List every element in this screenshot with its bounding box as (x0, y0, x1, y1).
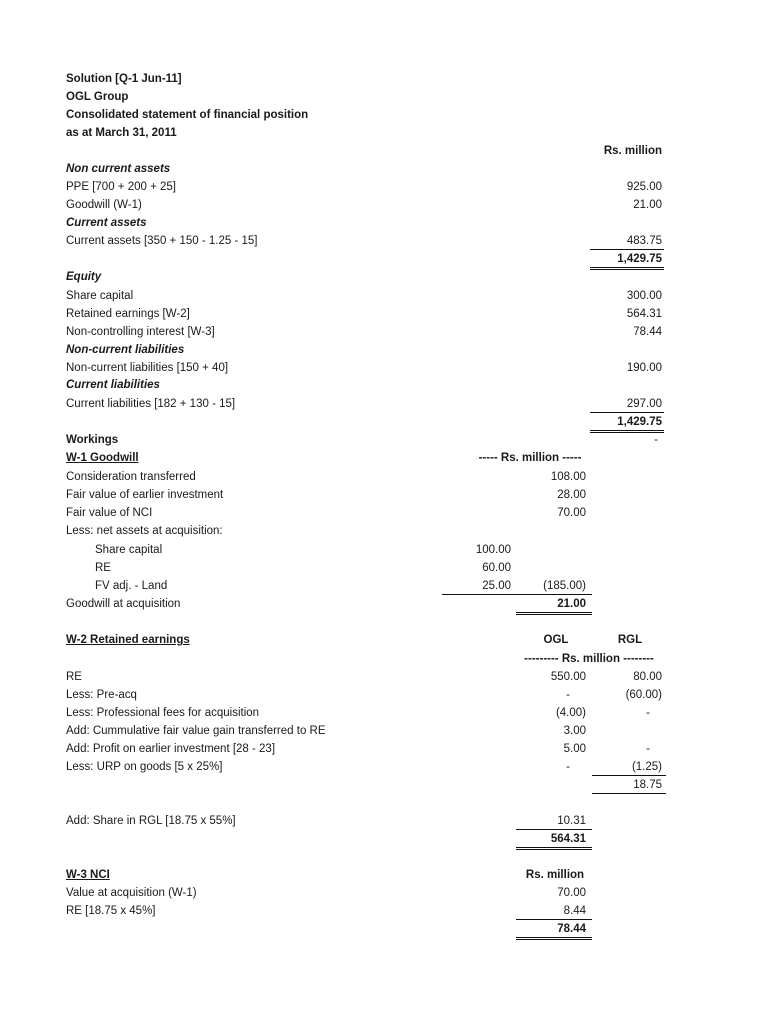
rule-w2-total-top (516, 829, 592, 830)
w1-fv-land-label: FV adj. - Land (95, 580, 168, 592)
retained-earnings-row (0, 306, 768, 322)
w1-title-row (0, 450, 768, 466)
rule-w2-rgl-bottom (592, 793, 666, 794)
total-assets-row (0, 251, 768, 267)
rule-w2-total-bottom-2 (516, 849, 592, 850)
w1-consideration-value: 108.00 (550, 471, 586, 483)
w2-row-label: Less: Pre-acq (66, 689, 137, 701)
w2-row-ogl: 5.00 (563, 743, 586, 755)
nca-heading-row (0, 161, 768, 177)
check-dash: - (654, 434, 658, 446)
w2-row-rgl: (1.25) (631, 761, 662, 773)
w2-title: W-2 Retained earnings (66, 634, 190, 646)
w2-row (0, 759, 768, 775)
ca-heading: Current assets (66, 217, 147, 229)
doc-header-group (0, 89, 768, 105)
w2-row-rgl: 80.00 (633, 671, 662, 683)
ca-value: 483.75 (626, 235, 662, 247)
doc-header-solution (0, 71, 768, 87)
w1-fv-nci-label: Fair value of NCI (66, 507, 153, 519)
w2-row-ogl: - (566, 689, 570, 701)
total-assets-value: 1,429.75 (617, 253, 662, 265)
doc-header-date (0, 125, 768, 141)
w2-share-row (0, 813, 768, 829)
w2-share-label: Add: Share in RGL [18.75 x 55%] (66, 815, 236, 827)
w1-share-capital-label: Share capital (95, 544, 163, 556)
sofp-unit: Rs. million (603, 145, 662, 157)
w1-fv-nci-row (0, 505, 768, 521)
rule-w1-bottom-2 (516, 614, 592, 615)
w2-row-ogl: - (566, 761, 570, 773)
w2-rgl-subtotal: 18.75 (633, 779, 662, 791)
total-el-row (0, 414, 768, 430)
w2-row-label: Add: Cummulative fair value gain transferred to RE (66, 725, 326, 737)
w3-total-row (0, 921, 768, 937)
w1-fv-land-value: 25.00 (482, 580, 511, 592)
goodwill-label: Goodwill (W-1) (66, 199, 142, 211)
w1-fv-nci-value: 70.00 (557, 507, 586, 519)
ca-label: Current assets [350 + 150 - 1.25 - 15] (66, 235, 258, 247)
share-capital-label: Share capital (66, 290, 134, 302)
ncl-value: 190.00 (626, 362, 662, 374)
share-capital-value: 300.00 (626, 290, 662, 302)
w1-goodwill-row (0, 596, 768, 612)
ncl-heading-row (0, 342, 768, 358)
ppe-value: 925.00 (626, 181, 662, 193)
total-el-value: 1,429.75 (617, 416, 662, 428)
retained-earnings-label: Retained earnings [W-2] (66, 308, 190, 320)
ca-row (0, 233, 768, 249)
w3-re-value: 8.44 (563, 905, 586, 917)
w2-row-rgl: - (646, 743, 650, 755)
w1-net-assets-total: (185.00) (543, 580, 586, 592)
cl-heading: Current liabilities (66, 379, 160, 391)
w3-unit: Rs. million (525, 869, 585, 881)
w1-consideration-row (0, 469, 768, 485)
sofp-unit-row (0, 143, 768, 159)
w1-less-net-assets-label: Less: net assets at acquisition: (66, 525, 223, 537)
ppe-label: PPE [700 + 200 + 25] (66, 181, 176, 193)
w1-fv-earlier-value: 28.00 (557, 489, 586, 501)
w1-fv-earlier-row (0, 487, 768, 503)
w1-less-net-assets-row (0, 523, 768, 539)
w3-value-label: Value at acquisition (W-1) (66, 887, 197, 899)
w2-row (0, 741, 768, 757)
w1-goodwill-label: Goodwill at acquisition (66, 598, 181, 610)
rule-w1-bottom-1 (516, 612, 592, 613)
w2-row (0, 687, 768, 703)
w2-unit-row (0, 651, 768, 667)
ppe-row (0, 179, 768, 195)
w2-row-rgl: (60.00) (625, 689, 662, 701)
rule-w1-top (442, 594, 592, 595)
ca-heading-row (0, 215, 768, 231)
equity-heading-row (0, 269, 768, 285)
workings-heading: Workings (66, 434, 119, 446)
rule-w2-rgl-top (592, 775, 666, 776)
goodwill-row (0, 197, 768, 213)
nci-row (0, 324, 768, 340)
w3-value-value: 70.00 (557, 887, 586, 899)
w3-title: W-3 NCI (66, 869, 110, 881)
w2-total-value: 564.31 (550, 833, 586, 845)
ncl-row (0, 360, 768, 376)
w2-col-rgl: RGL (617, 634, 643, 646)
w2-row-label: Less: URP on goods [5 x 25%] (66, 761, 223, 773)
w3-re-row (0, 903, 768, 919)
group-name: OGL Group (66, 91, 129, 103)
w1-consideration-label: Consideration transferred (66, 471, 196, 483)
w1-unit-header: ----- Rs. million ----- (478, 452, 582, 464)
w1-fv-earlier-label: Fair value of earlier investment (66, 489, 224, 501)
w3-value-row (0, 885, 768, 901)
w2-row-rgl: - (646, 707, 650, 719)
w2-row (0, 723, 768, 739)
nci-value: 78.44 (633, 326, 662, 338)
w3-total-value: 78.44 (557, 923, 586, 935)
doc-header-title (0, 107, 768, 123)
cl-heading-row (0, 377, 768, 393)
nci-label: Non-controlling interest [W-3] (66, 326, 215, 338)
w2-rgl-subtotal-row (0, 777, 768, 793)
rule-assets-bottom-1 (590, 267, 664, 268)
rule-el-bottom-1 (590, 430, 664, 431)
w2-row (0, 669, 768, 685)
rule-w3-bottom-1 (516, 937, 592, 938)
w2-row-ogl: (4.00) (555, 707, 586, 719)
w1-fv-land-row (0, 578, 768, 594)
solution-ref: Solution [Q-1 Jun-11] (66, 73, 182, 85)
goodwill-value: 21.00 (633, 199, 662, 211)
w1-re-value: 60.00 (482, 562, 511, 574)
w1-share-capital-value: 100.00 (475, 544, 511, 556)
w1-re-row (0, 560, 768, 576)
w2-title-row (0, 632, 768, 648)
ncl-heading: Non-current liabilities (66, 344, 185, 356)
w2-row-label: RE (66, 671, 82, 683)
nca-heading: Non current assets (66, 163, 171, 175)
cl-row (0, 396, 768, 412)
cl-value: 297.00 (626, 398, 662, 410)
w1-goodwill-value: 21.00 (557, 598, 586, 610)
statement-title: Consolidated statement of financial position (66, 109, 309, 121)
rule-assets-top (590, 249, 664, 250)
w2-row-ogl: 3.00 (563, 725, 586, 737)
cl-label: Current liabilities [182 + 130 - 15] (66, 398, 236, 410)
w1-share-capital-row (0, 542, 768, 558)
w3-re-label: RE [18.75 x 45%] (66, 905, 156, 917)
share-capital-row (0, 288, 768, 304)
w2-row-ogl: 550.00 (550, 671, 586, 683)
w1-re-label: RE (95, 562, 111, 574)
w2-share-value: 10.31 (557, 815, 586, 827)
workings-heading-row (0, 432, 768, 448)
ncl-label: Non-current liabilities [150 + 40] (66, 362, 229, 374)
rule-w3-bottom-2 (516, 939, 592, 940)
w2-row-label: Less: Professional fees for acquisition (66, 707, 260, 719)
w1-title: W-1 Goodwill (66, 452, 139, 464)
rule-w2-total-bottom-1 (516, 847, 592, 848)
w2-unit-header: --------- Rs. million -------- (524, 653, 654, 665)
retained-earnings-value: 564.31 (626, 308, 662, 320)
equity-heading: Equity (66, 271, 102, 283)
w3-title-row (0, 867, 768, 883)
statement-date: as at March 31, 2011 (66, 127, 177, 139)
rule-el-top (590, 412, 664, 413)
w2-col-ogl: OGL (543, 634, 569, 646)
w2-total-row (0, 831, 768, 847)
rule-w3-top (516, 919, 592, 920)
w2-row (0, 705, 768, 721)
w2-row-label: Add: Profit on earlier investment [28 - 23] (66, 743, 276, 755)
